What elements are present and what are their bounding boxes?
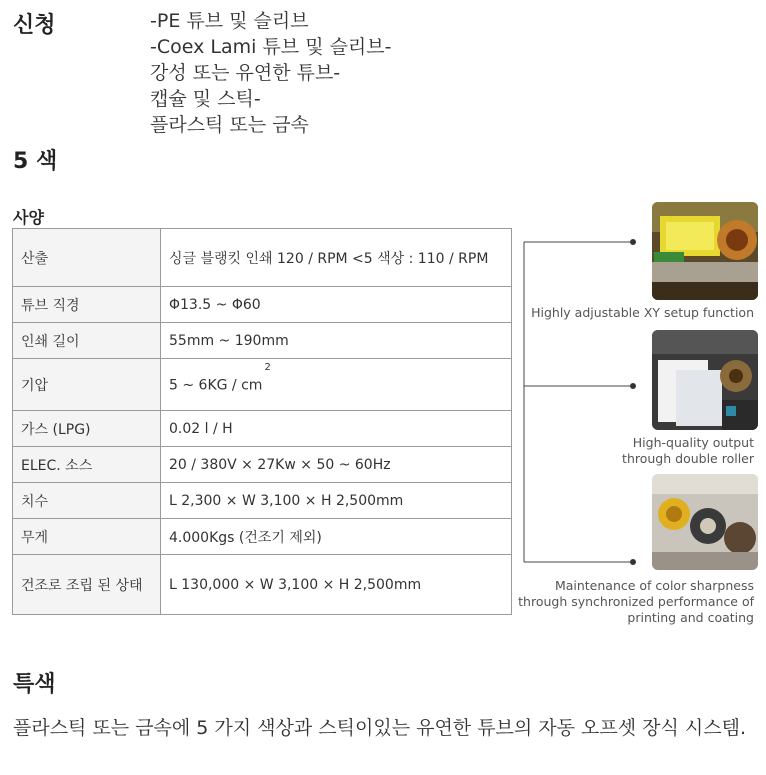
unit-exponent: 2 — [264, 361, 271, 373]
spec-key: 산출 — [13, 229, 161, 287]
spec-value-cell — [161, 359, 512, 411]
callout-caption — [622, 435, 754, 467]
table-row — [13, 323, 512, 359]
callout-connector — [522, 236, 642, 566]
color-sharpness-photo — [652, 474, 758, 570]
application-list — [150, 8, 392, 138]
application-item: 플라스틱 또는 금속 — [150, 114, 309, 136]
caption-line: Highly adjustable XY setup function — [531, 305, 754, 320]
spec-value: L 2,300 × W 3,100 × H 2,500mm — [161, 483, 512, 519]
double-roller-photo — [652, 330, 758, 430]
caption-line: Maintenance of color sharpness — [554, 578, 754, 593]
spec-value: 4.000Kgs (건조기 제외) — [161, 519, 512, 555]
application-label: 신청 — [13, 13, 56, 38]
spec-value: 5 ~ 6KG / cm — [169, 377, 263, 394]
spec-table — [12, 228, 512, 615]
application-item: -PE 튜브 및 슬리브 — [150, 10, 309, 32]
table-row — [13, 411, 512, 447]
table-row — [13, 229, 512, 287]
spec-value: Φ13.5 ~ Φ60 — [161, 287, 512, 323]
table-row — [13, 483, 512, 519]
table-row — [13, 519, 512, 555]
caption-line: High-quality output — [632, 435, 754, 450]
spec-value: L 130,000 × W 3,100 × H 2,500mm — [161, 555, 512, 615]
connector-dot — [630, 383, 636, 389]
table-row — [13, 555, 512, 615]
application-item: 강성 또는 유연한 튜브- — [150, 62, 341, 84]
connector-dot — [630, 239, 636, 245]
spec-key: 인쇄 길이 — [13, 323, 161, 359]
spec-key: 건조로 조립 된 상태 — [13, 555, 161, 615]
spec-value: 싱글 블랭킷 인쇄 120 / RPM <5 색상 : 110 / RPM — [161, 229, 512, 287]
spec-value: 20 / 380V × 27Kw × 50 ~ 60Hz — [161, 447, 512, 483]
spec-value: 55mm ~ 190mm — [161, 323, 512, 359]
table-row — [13, 447, 512, 483]
spec-key: 기압 — [13, 359, 161, 411]
callout-caption — [518, 578, 754, 626]
application-item: 캡슐 및 스틱- — [150, 88, 261, 110]
spec-value: 0.02 l / H — [161, 411, 512, 447]
spec-key: 치수 — [13, 483, 161, 519]
caption-line: through synchronized performance of — [518, 594, 754, 609]
xy-setup-photo — [652, 202, 758, 300]
spec-heading: 사양 — [13, 208, 44, 227]
colors-label: 5 색 — [13, 149, 58, 174]
spec-key: 무게 — [13, 519, 161, 555]
spec-key: 튜브 직경 — [13, 287, 161, 323]
table-row — [13, 287, 512, 323]
features-text: 플라스틱 또는 금속에 5 가지 색상과 스틱이있는 유연한 튜브의 자동 오프셋 장식 시스템. — [13, 717, 746, 739]
application-item: -Coex Lami 튜브 및 슬리브- — [150, 36, 392, 58]
callout-caption — [531, 305, 754, 321]
spec-key: 가스 (LPG) — [13, 411, 161, 447]
caption-line: through double roller — [622, 451, 754, 466]
connector-dot — [630, 559, 636, 565]
table-row — [13, 359, 512, 411]
features-label: 특색 — [13, 672, 56, 697]
caption-line: printing and coating — [627, 610, 754, 625]
spec-key: ELEC. 소스 — [13, 447, 161, 483]
